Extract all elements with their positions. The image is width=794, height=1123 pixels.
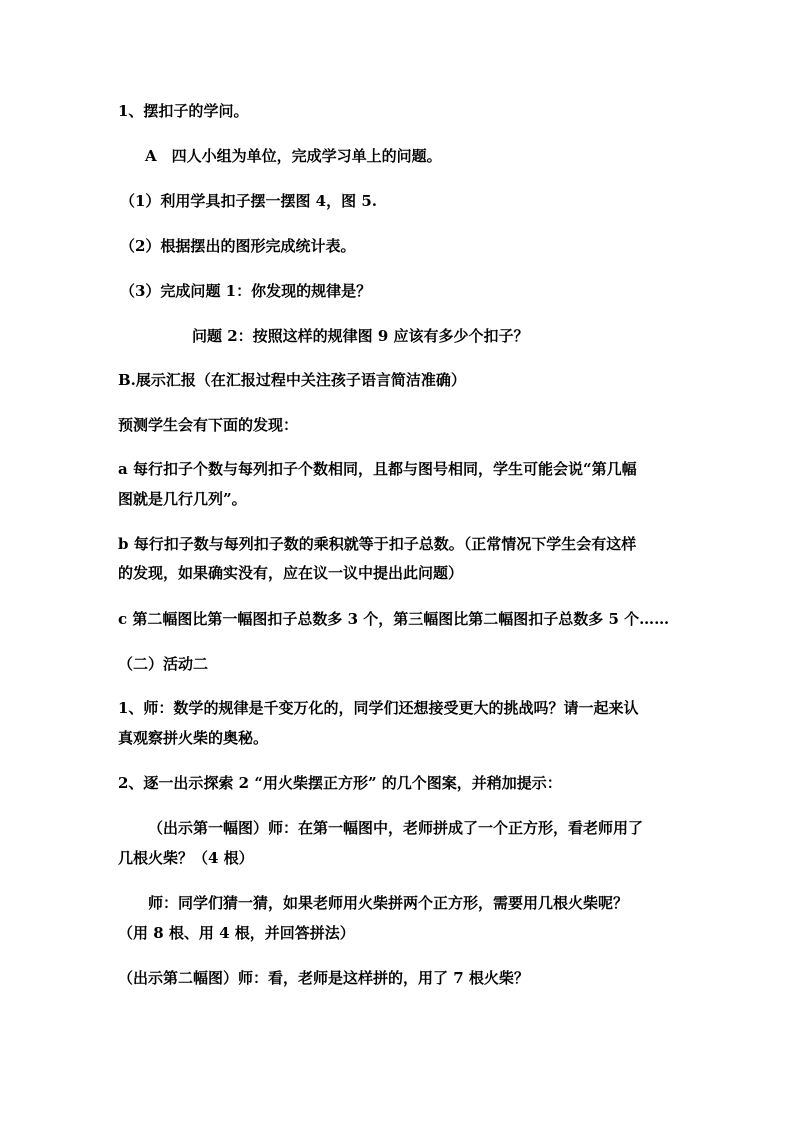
first-figure-line-2: 几根火柴？（4 根） — [118, 849, 254, 867]
question-2-line: 问题 2：按照这样的规律图 9 应该有多少个扣子？ — [192, 327, 529, 345]
step-a-line: A 四人小组为单位，完成学习单上的问题。 — [145, 147, 442, 165]
finding-b-line-2: 的发现，如果确实没有，应在议一议中提出此问题） — [118, 564, 464, 582]
paragraph-1-line-2: 真观察拼火柴的奥秘。 — [118, 729, 269, 747]
section-heading-buttons: 1、摆扣子的学问。 — [118, 102, 249, 120]
activity-2-heading: （二）活动二 — [118, 655, 209, 673]
task-3-line: （3）完成问题 1：你发现的规律是？ — [120, 282, 372, 300]
finding-a-line-1: a 每行扣子个数与每列扣子个数相同，且都与图号相同，学生可能会说“第几幅 — [118, 460, 637, 478]
guess-line-1: 师：同学们猜一猜，如果老师用火柴拼两个正方形，需要用几根火柴呢？ — [148, 894, 629, 912]
guess-line-2: （用 8 根、用 4 根，并回答拼法） — [118, 924, 355, 942]
finding-c-line: c 第二幅图比第一幅图扣子总数多 3 个，第三幅图比第二幅图扣子总数多 5 个…… — [118, 610, 670, 628]
task-2-line: （2）根据摆出的图形完成统计表。 — [120, 237, 356, 255]
finding-b-line-1: b 每行扣子数与每列扣子数的乘积就等于扣子总数。（正常情况下学生会有这样 — [118, 535, 637, 553]
second-figure-line: （出示第二幅图）师：看，老师是这样拼的，用了 7 根火柴？ — [118, 969, 529, 987]
first-figure-line-1: （出示第一幅图）师：在第一幅图中，老师拼成了一个正方形，看老师用了 — [148, 819, 644, 837]
finding-a-line-2: 图就是几行几列”。 — [118, 490, 247, 508]
paragraph-1-line-1: 1、师：数学的规律是千变万化的，同学们还想接受更大的挑战吗？请一起来认 — [118, 699, 639, 717]
paragraph-2-line: 2、逐一出示探索 2 “用火柴摆正方形” 的几个图案，并稍加提示： — [118, 774, 562, 792]
prediction-line: 预测学生会有下面的发现： — [118, 416, 299, 434]
step-b-line: B.展示汇报（在汇报过程中关注孩子语言简洁准确） — [118, 371, 466, 389]
task-1-line: （1）利用学具扣子摆一摆图 4，图 5. — [120, 192, 377, 210]
